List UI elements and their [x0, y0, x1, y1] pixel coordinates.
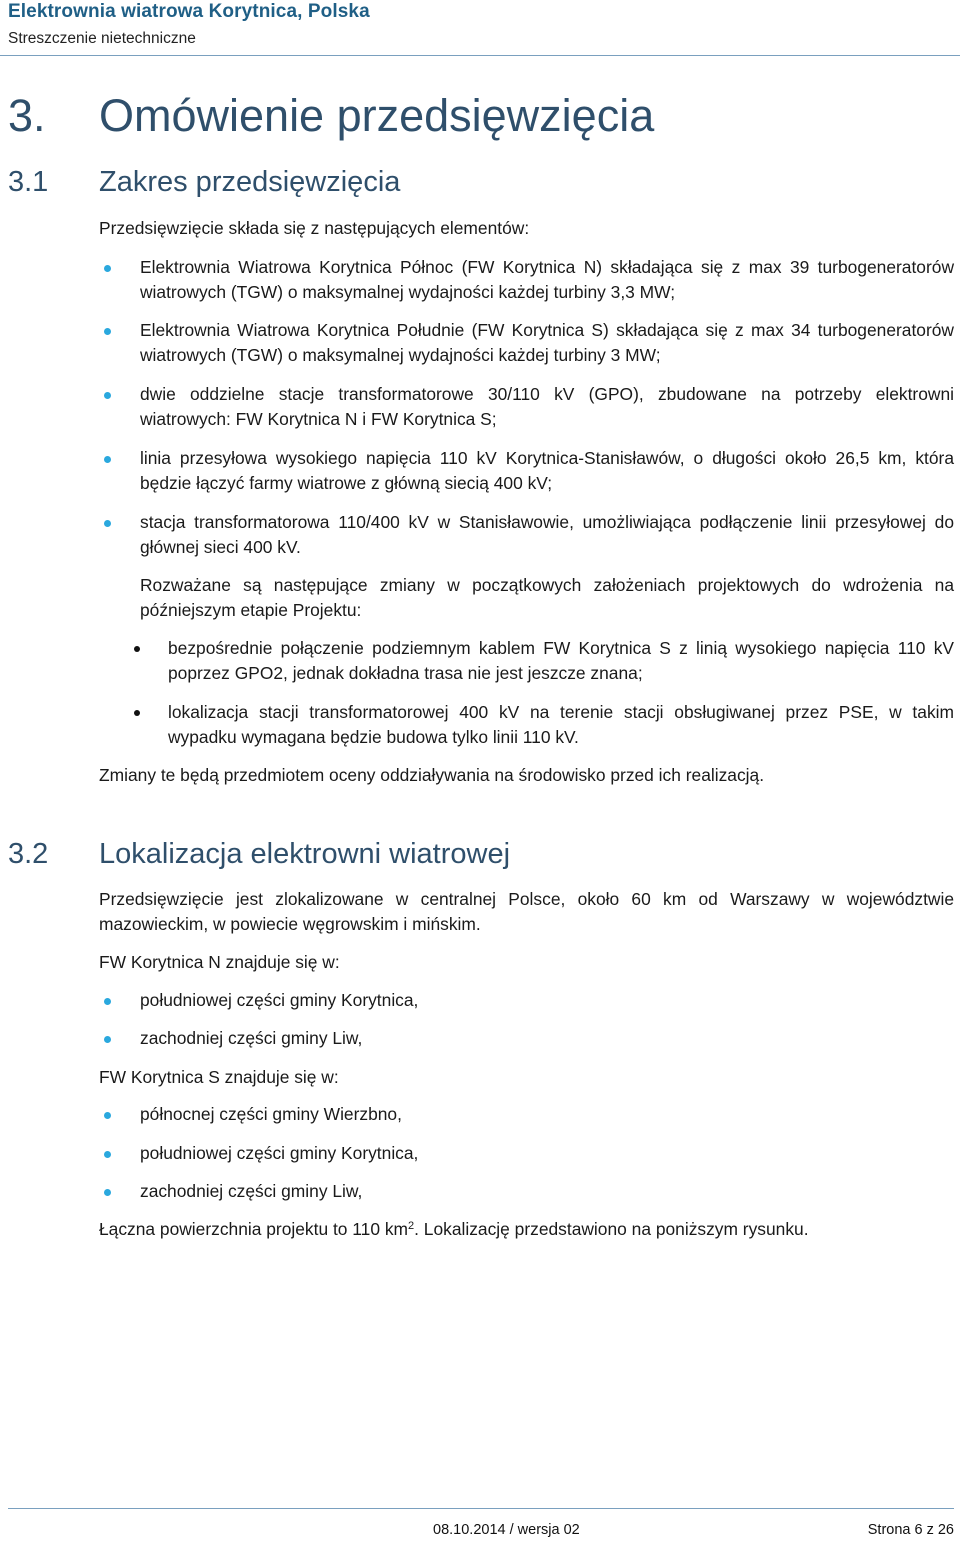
project-area-paragraph: [99, 1217, 954, 1242]
document-header-subtitle: Streszczenie nietechniczne: [8, 30, 196, 47]
bullet-icon: [134, 710, 140, 716]
changes-intro: Rozważane są następujące zmiany w początkowych założeniach projektowych do wdrożenia na późniejszym etapie Projektu:: [140, 575, 954, 620]
list-item: południowej części gminy Korytnica,: [140, 990, 419, 1010]
list-item: bezpośrednie połączenie podziemnym kablem FW Korytnica S z linią wysokiego napięcia 110 kV poprzez GPO2, jednak dokładna trasa nie jest jeszcze znana;: [168, 638, 954, 683]
fw-n-intro: FW Korytnica N znajduje się w:: [99, 952, 340, 972]
bullet-icon: [104, 456, 111, 463]
fw-s-intro: FW Korytnica S znajduje się w:: [99, 1067, 339, 1087]
bullet-icon: [104, 1112, 111, 1119]
section-3-1-closing: Zmiany te będą przedmiotem oceny oddziaływania na środowisko przed ich realizacją.: [99, 765, 765, 785]
list-item: Elektrownia Wiatrowa Korytnica Południe (FW Korytnica S) składająca się z max 34 turbogeneratorów wiatrowych (TGW) o maksymalnej wydajności każdej turbiny 3 MW;: [140, 320, 954, 365]
list-item: dwie oddzielne stacje transformatorowe 30/110 kV (GPO), zbudowane na potrzeby elektrowni wiatrowych: FW Korytnica N i FW Korytnica S;: [140, 384, 954, 429]
bullet-icon: [104, 1189, 111, 1196]
bullet-icon: [104, 1036, 111, 1043]
list-item: Elektrownia Wiatrowa Korytnica Północ (FW Korytnica N) składająca się z max 39 turbogeneratorów wiatrowych (TGW) o maksymalnej wydajności każdej turbiny 3,3 MW;: [140, 257, 954, 302]
section-3-2-title: Lokalizacja elektrowni wiatrowej: [99, 838, 511, 870]
section-3-1-intro: Przedsięwzięcie składa się z następujących elementów:: [99, 218, 530, 238]
section-3-1-number: 3.1: [8, 166, 49, 198]
list-item: południowej części gminy Korytnica,: [140, 1143, 419, 1163]
section-3-2-number: 3.2: [8, 838, 49, 870]
bullet-icon: [104, 392, 111, 399]
list-item: lokalizacja stacji transformatorowej 400 kV na terenie stacji obsługiwanej przez PSE, w takim wypadku wymagana będzie budowa tylko linii 110 kV.: [168, 702, 954, 747]
bullet-icon: [104, 1151, 111, 1158]
section-3-1-heading: [8, 166, 400, 199]
section-3-2-intro: Przedsięwzięcie jest zlokalizowane w centralnej Polsce, około 60 km od Warszawy w województwie mazowieckim, w powiecie węgrowskim i mińskim.: [99, 889, 954, 934]
bullet-icon: [134, 646, 140, 652]
area-text-after: . Lokalizację przedstawiono na poniższym rysunku.: [414, 1219, 809, 1239]
area-superscript: 2: [408, 1220, 415, 1232]
section-3-heading: [8, 90, 654, 142]
list-item: stacja transformatorowa 110/400 kV w Stanisławowie, umożliwiająca podłączenie linii przesyłowej do głównej sieci 400 kV.: [140, 512, 954, 557]
list-item: północnej części gminy Wierzbno,: [140, 1104, 402, 1124]
area-text-before: Łączna powierzchnia projektu to 110 km: [99, 1219, 409, 1239]
document-header-title: Elektrownia wiatrowa Korytnica, Polska: [8, 1, 370, 22]
section-3-2-heading: [8, 838, 510, 871]
footer-date-version: 08.10.2014 / wersja 02: [433, 1522, 580, 1538]
footer-divider: [8, 1508, 954, 1509]
section-3-number: 3.: [8, 90, 46, 141]
footer-page-number: Strona 6 z 26: [867, 1522, 954, 1538]
bullet-icon: [104, 328, 111, 335]
list-item: zachodniej części gminy Liw,: [140, 1181, 363, 1201]
list-item: linia przesyłowa wysokiego napięcia 110 kV Korytnica-Stanisławów, o długości około 26,5 km, która będzie łączyć farmy wiatrowe z główną siecią 400 kV;: [140, 448, 954, 493]
list-item: zachodniej części gminy Liw,: [140, 1028, 363, 1048]
bullet-icon: [104, 520, 111, 527]
bullet-icon: [104, 265, 111, 272]
section-3-title: Omówienie przedsięwzięcia: [99, 90, 655, 141]
bullet-icon: [104, 998, 111, 1005]
section-3-1-title: Zakres przedsięwzięcia: [99, 166, 401, 198]
header-divider: [0, 55, 960, 56]
